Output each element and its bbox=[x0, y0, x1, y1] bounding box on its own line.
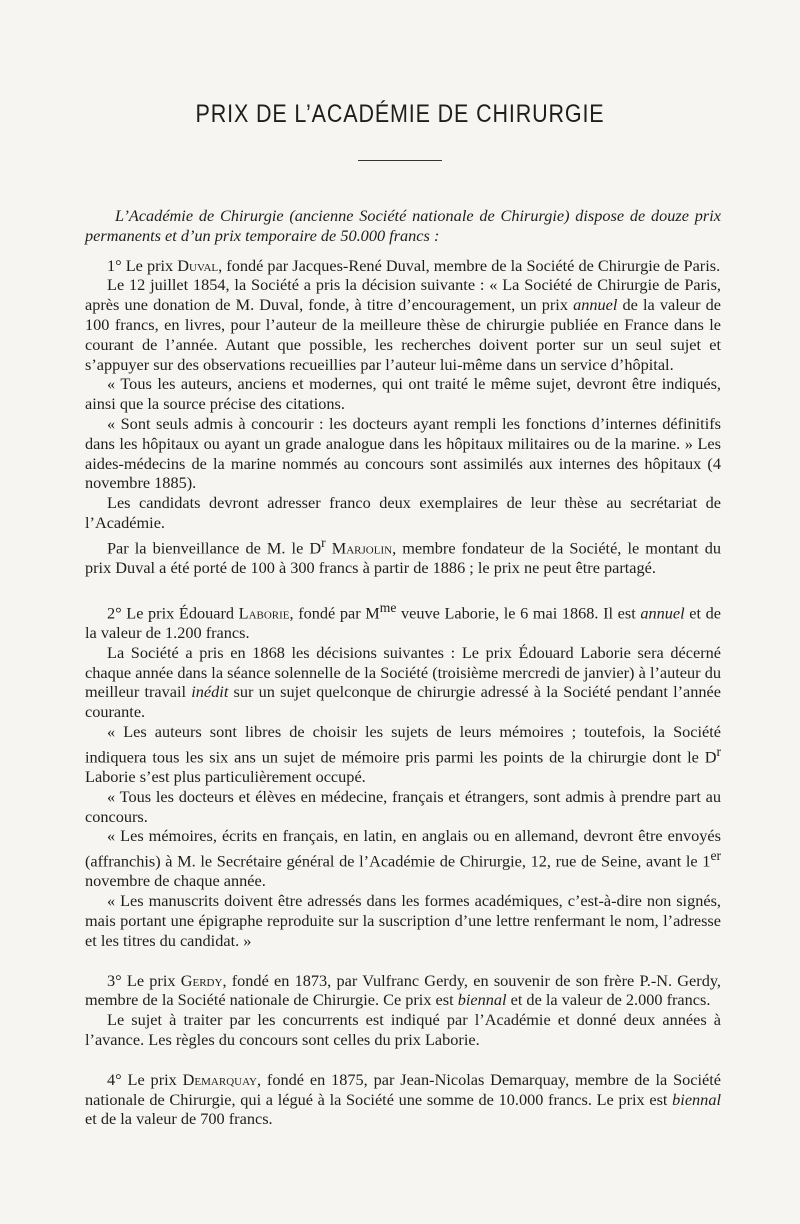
prize-name-laborie: Laborie bbox=[238, 603, 290, 623]
text-run: 2° Le prix Édouard bbox=[107, 603, 239, 623]
document-body bbox=[85, 206, 721, 1129]
laborie-heading-paragraph bbox=[85, 598, 721, 643]
prize-name-duval: Duval bbox=[177, 255, 219, 275]
prize-name-demarquay: Demarquay bbox=[182, 1069, 257, 1089]
italic-run: biennal bbox=[672, 1089, 721, 1109]
superscript: r bbox=[321, 534, 326, 550]
italic-run: biennal bbox=[457, 990, 507, 1010]
text-run: , fondé en 1873, par Vulfranc Gerdy, en souvenir de son frère P.-N. Gerdy, membre de la Société nationale de Chirurgie. Ce prix est bbox=[85, 970, 721, 1010]
duval-paragraph: Les candidats devront adresser franco deux exemplaires de leur thèse au secrétariat de l’Académie. bbox=[85, 493, 721, 532]
text-run: novembre de chaque année. bbox=[85, 871, 266, 891]
text-run: Laborie s’est plus particulièrement occupé. bbox=[85, 766, 366, 786]
text-run: et de la valeur de 1.200 francs. bbox=[85, 603, 722, 642]
demarquay-heading-paragraph bbox=[85, 1070, 721, 1129]
gerdy-heading-paragraph bbox=[85, 971, 721, 1011]
superscript: er bbox=[710, 848, 721, 864]
laborie-paragraph: « Tous les docteurs et élèves en médecine, français et étrangers, sont admis à prendre part au concours. bbox=[85, 786, 721, 826]
duval-paragraph bbox=[85, 275, 721, 374]
text-run: , fondé par M bbox=[289, 603, 380, 623]
prize-name-gerdy: Gerdy bbox=[180, 970, 223, 990]
text-run: Le 12 juillet 1854, la Société a pris la décision suivante : « La Société de Chirurgie de Paris, après une donation de M. Duval, fonde, à titre d’encouragement, un prix bbox=[85, 275, 721, 315]
text-run: Par la bienveillance de M. le D bbox=[107, 538, 322, 558]
text-run: « Les mémoires, écrits en français, en latin, en anglais ou en allemand, devront être envoyés (affranchis) à M. le Secrétaire général de l’Académie de Chirurgie, 12, rue de Seine, avant le 1 bbox=[85, 826, 721, 871]
italic-run: annuel bbox=[573, 295, 618, 315]
text-run: 3° Le prix bbox=[107, 970, 181, 990]
text-run: veuve Laborie, le 6 mai 1868. Il est bbox=[396, 603, 641, 623]
duval-paragraph: « Tous les auteurs, anciens et modernes, qui ont traité le même sujet, devront être indiqués, ainsi que la source précise des citations. bbox=[85, 374, 721, 414]
text-run: « Les auteurs sont libres de choisir les sujets de leurs mémoires ; toutefois, la Société indiquera tous les six ans un sujet de mémoire pris parmi les points de la chirurgie dont le D bbox=[85, 721, 721, 767]
text-run: , membre fondateur de la Société, le montant du prix Duval a été porté de 100 à 300 francs à partir de 1886 ; le prix ne peut être partagé. bbox=[85, 538, 722, 577]
text-run: La Société a pris en 1868 les décisions suivantes : Le prix Édouard Laborie sera décerné chaque année dans la séance solennelle de la Société (troisième mercredi de janvier) à l’auteur du meilleur travail bbox=[85, 642, 721, 702]
text-run: , fondé en 1875, par Jean-Nicolas Demarquay, membre de la Société nationale de Chirurgie, qui a légué à la Société une somme de 10.000 francs. Le prix est bbox=[85, 1069, 721, 1109]
duval-paragraph bbox=[85, 533, 721, 578]
laborie-paragraph: « Les manuscrits doivent être adressés dans les formes académiques, c’est-à-dire non signés, mais portant une épigraphe reproduite sur la suscription d’une lettre renfermant le nom, l’adresse et les titres du candidat. » bbox=[85, 891, 721, 950]
text-run: 1° Le prix bbox=[107, 255, 178, 275]
italic-run: inédit bbox=[191, 682, 229, 702]
laborie-paragraph bbox=[85, 722, 721, 787]
person-name-marjolin: Marjolin bbox=[331, 538, 393, 558]
intro-paragraph: L’Académie de Chirurgie (ancienne Société nationale de Chirurgie) dispose de douze prix permanents et d’un prix temporaire de 50.000 francs : bbox=[85, 206, 721, 245]
text-run: et de la valeur de 2.000 francs. bbox=[506, 990, 711, 1010]
text-run: 4° Le prix bbox=[107, 1069, 183, 1089]
superscript: me bbox=[379, 599, 397, 615]
text-run: de la valeur de 100 francs, en livres, pour l’auteur de la meilleure thèse de chirurgie publiée en France dans le courant de l’année. Autant que possible, les recherches doivent porter sur un seul sujet et s’appuyer sur des observations recueillies par l’auteur lui-même dans un service d’hôpital. bbox=[85, 295, 722, 374]
text-run: , fondé par Jacques-René Duval, membre de la Société de Chirurgie de Paris. bbox=[218, 255, 721, 275]
text-run: sur un sujet quelconque de chirurgie adressé à la Société pendant l’année courante. bbox=[85, 682, 721, 722]
laborie-paragraph bbox=[85, 826, 721, 891]
text-run: et de la valeur de 700 francs. bbox=[85, 1109, 273, 1129]
gerdy-paragraph: Le sujet à traiter par les concurrents est indiqué par l’Académie et donné deux années à l’avance. Les règles du concours sont celles du prix Laborie. bbox=[85, 1010, 721, 1049]
italic-run: annuel bbox=[640, 603, 685, 623]
duval-heading-paragraph bbox=[85, 256, 721, 276]
laborie-paragraph bbox=[85, 643, 721, 722]
superscript: r bbox=[716, 743, 721, 759]
page-title: PRIX DE L’ACADÉMIE DE CHIRURGIE bbox=[195, 100, 605, 128]
duval-paragraph: « Sont seuls admis à concourir : les docteurs ayant rempli les fonctions d’internes définitifs dans les hôpitaux ou ayant un grade analogue dans les hôpitaux militaires ou de la marine. » Les aides-médecins de la marine nommés au concours sont assimilés aux internes des hôpitaux (4 novembre 1885). bbox=[85, 413, 721, 493]
title-divider bbox=[358, 160, 442, 161]
